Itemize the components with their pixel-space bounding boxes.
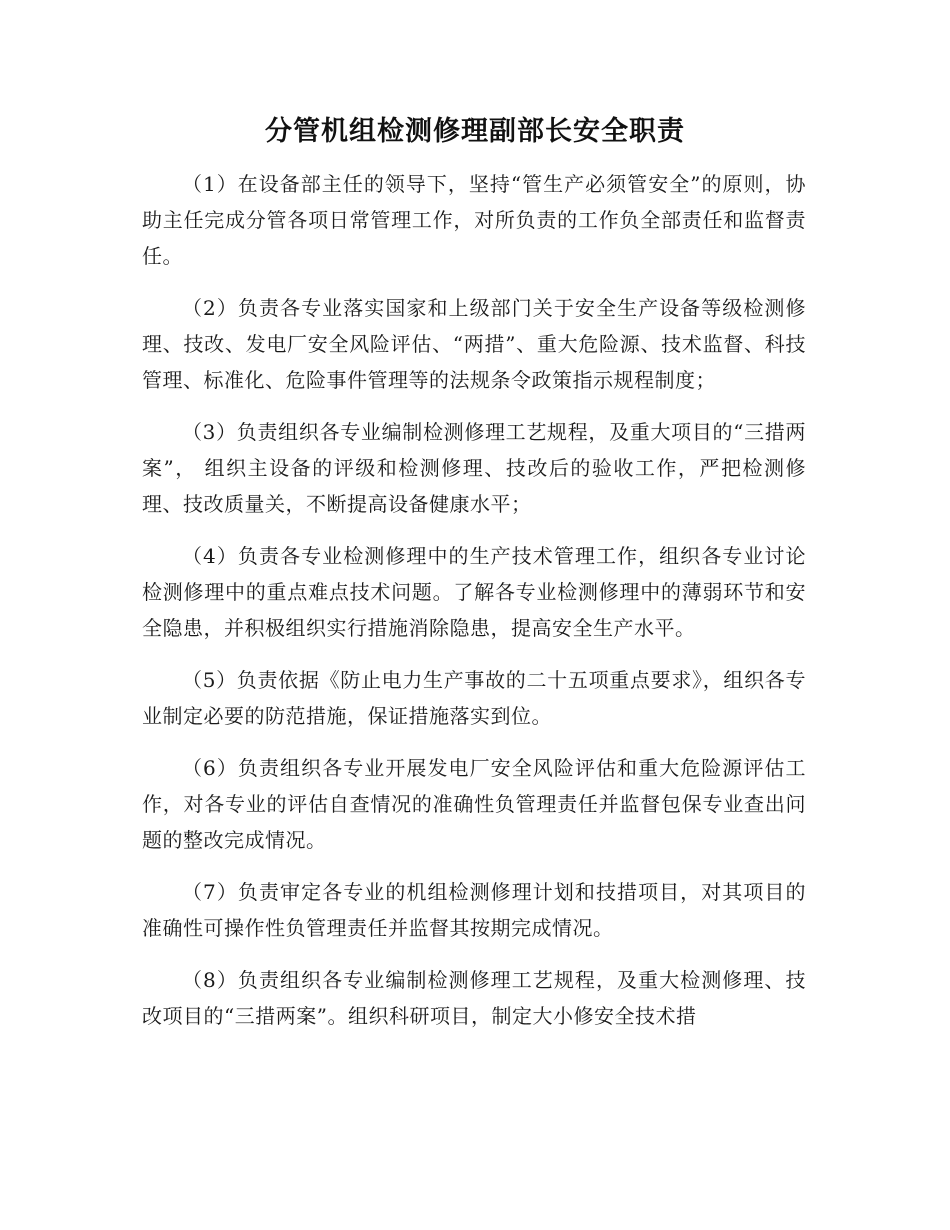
paragraph-6: （6）负责组织各专业开展发电厂安全风险评估和重大危险源评估工作，对各专业的评估自查情况的准确性负管理责任并监督包保专业查出问题的整改完成情况。 — [142, 756, 806, 852]
document-body — [142, 166, 806, 1050]
paragraph-3: （3）负责组织各专业编制检测修理工艺规程，及重大项目的“三措两案”， 组织主设备的评级和检测修理、技改后的验收工作，严把检测修理、技改质量关，不断提高设备健康水平； — [142, 420, 806, 516]
paragraph-2: （2）负责各专业落实国家和上级部门关于安全生产设备等级检测修理、技改、发电厂安全风险评估、“两措”、重大危险源、技术监督、科技管理、标准化、危险事件管理等的法规条令政策指示规程制度； — [142, 296, 806, 392]
paragraph-5: （5）负责依据《防止电力生产事故的二十五项重点要求》，组织各专业制定必要的防范措施，保证措施落实到位。 — [142, 668, 806, 728]
document-title: 分管机组检测修理副部长安全职责 — [265, 116, 685, 147]
paragraph-4: （4）负责各专业检测修理中的生产技术管理工作，组织各专业讨论检测修理中的重点难点技术问题。了解各专业检测修理中的薄弱环节和安全隐患，并积极组织实行措施消除隐患，提高安全生产水平。 — [142, 544, 806, 640]
paragraph-1: （1）在设备部主任的领导下，坚持“管生产必须管安全”的原则，协助主任完成分管各项日常管理工作，对所负责的工作负全部责任和监督责任。 — [142, 172, 806, 268]
paragraph-7: （7）负责审定各专业的机组检测修理计划和技措项目，对其项目的准确性可操作性负管理责任并监督其按期完成情况。 — [142, 880, 806, 940]
paragraph-8: （8）负责组织各专业编制检测修理工艺规程，及重大检测修理、技改项目的“三措两案”。组织科研项目，制定大小修安全技术措 — [142, 968, 806, 1028]
